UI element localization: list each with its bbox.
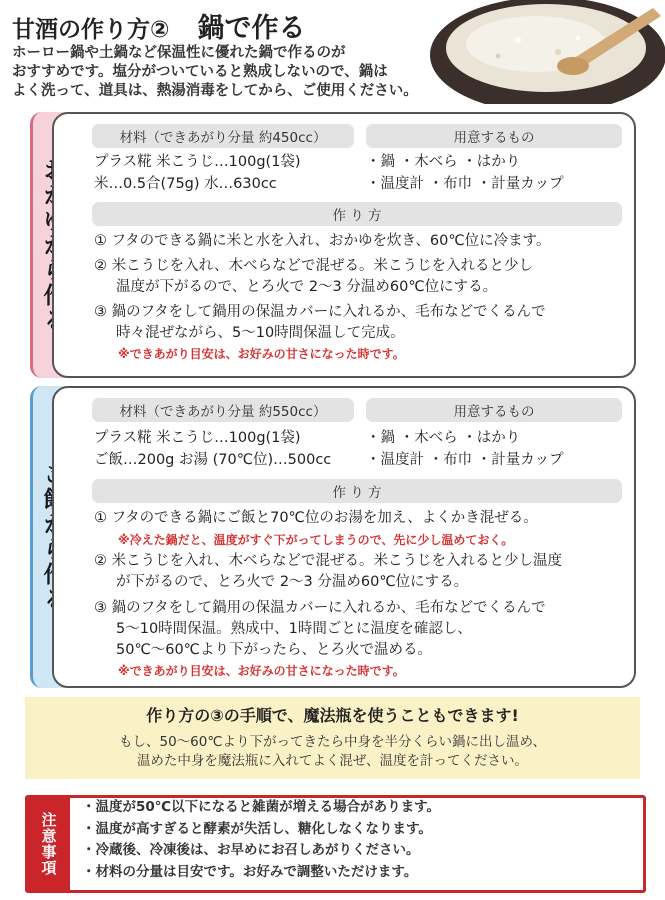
intro-line: おすすめです。塩分がついていると熟成しないので、鍋は: [12, 64, 388, 80]
note: ※できあがり目安は、お好みの甘さになった時です。: [118, 347, 405, 361]
step-text: 米こうじを入れ、木べらなどで混ぜる。米こうじを入れると少し温度: [111, 553, 562, 569]
tool-line: ・鍋 ・木べら ・はかり: [366, 154, 521, 170]
pot-photo: [418, 0, 665, 104]
materials-list: [94, 151, 301, 195]
intro-line: よく洗って、道具は、熱湯消毒をしてから、ご使用ください。: [12, 83, 418, 99]
tool-line: ・温度計 ・布巾 ・計量カップ: [366, 176, 564, 192]
step-text: 米こうじを入れ、木べらなどで混ぜる。米こうじを入れると少し: [111, 258, 533, 274]
step-number: ③: [94, 304, 107, 320]
step-text: フタのできる鍋に米と水を入れ、おかゆを炊き、60℃位に冷ます。: [111, 233, 551, 249]
step-text: が下がるので、とろ火で 2～3 分温め60℃位にする。: [116, 574, 469, 590]
caution-label-text: 注意事項: [39, 812, 58, 876]
step-number: ①: [94, 510, 107, 526]
material-line: ご飯…200g お湯 (70℃位)…500cc: [94, 452, 332, 468]
note: ※できあがり目安は、お好みの甘さになった時です。: [118, 664, 405, 678]
tip-title: 作り方の③の手順で、魔法瓶を使うこともできます!: [146, 706, 519, 725]
caution-item: ・温度が高すぎると酵素が失活し、糖化しなくなります。: [82, 820, 432, 837]
caution-item: ・材料の分量は目安です。お好みで調整いただけます。: [82, 863, 418, 880]
materials-list: [94, 427, 331, 471]
step-number: ③: [94, 600, 107, 616]
step-2: [94, 256, 629, 298]
caution-item: ・冷蔵後、冷凍後は、お早めにお召しあがりください。: [82, 842, 420, 858]
note: ※冷えた鍋だと、温度がすぐ下がってしまうので、先に少し温めておく。: [118, 533, 514, 547]
tools-list: [366, 427, 564, 471]
step-text: フタのできる鍋にご飯と70℃位のお湯を加え、よくかき混ぜる。: [111, 510, 538, 526]
page-title: [12, 6, 305, 45]
tool-line: ・鍋 ・木べら ・はかり: [366, 430, 521, 446]
material-line: プラス糀 米こうじ…100g(1袋): [94, 430, 301, 446]
intro-text: [12, 44, 422, 101]
caution-item: ・温度が50℃以下になると雑菌が増える場合があります。: [82, 799, 441, 815]
material-line: 米…0.5合(75g) 水…630cc: [94, 176, 277, 192]
step-number: ①: [94, 233, 107, 249]
step-1: [94, 231, 629, 252]
step-3: [94, 302, 629, 344]
tip-line: もし、50～60℃より下がってきたら中身を半分くらい鍋に出し温め、: [119, 734, 546, 750]
step-text: 温度が下がるので、とろ火で 2～3 分温め60℃位にする。: [116, 279, 498, 295]
step-3: [94, 598, 629, 661]
caution-list: [82, 797, 440, 883]
tools-list: [366, 151, 564, 195]
tool-line: ・温度計 ・布巾 ・計量カップ: [366, 452, 564, 468]
tools-header: 用意するもの: [366, 124, 622, 148]
tip-body: [25, 733, 640, 771]
step-text: 50℃～60℃より下がったら、とろ火で温める。: [116, 642, 432, 658]
step-text: 5～10時間保温。熟成中、1時間ごとに温度を確認し、: [116, 621, 472, 637]
method-header: 作 り 方: [92, 479, 622, 503]
step-1: [94, 508, 629, 529]
step-text: 鍋のフタをして鍋用の保温カバーに入れるか、毛布などでくるんで: [111, 304, 546, 320]
material-line: プラス糀 米こうじ…100g(1袋): [94, 154, 301, 170]
tip-line: 温めた中身を魔法瓶に入れてよく混ぜ、温度を計ってください。: [136, 753, 529, 769]
step-text: 時々混ぜながら、5～10時間保温して完成。: [116, 325, 405, 341]
intro-line: ホーロー鍋や土鍋など保温性に優れた鍋で作るのが: [12, 45, 346, 61]
materials-header: 材料（できあがり分量 約550cc）: [92, 398, 354, 422]
caution-label: [28, 798, 70, 890]
title-main: 鍋で作る: [197, 13, 306, 44]
step-number: ②: [94, 258, 107, 274]
step-text: 鍋のフタをして鍋用の保温カバーに入れるか、毛布などでくるんで: [111, 600, 546, 616]
step-number: ②: [94, 553, 107, 569]
title-prefix: 甘酒の作り方②: [12, 17, 170, 43]
tools-header: 用意するもの: [366, 398, 622, 422]
step-2: [94, 551, 629, 593]
materials-header: 材料（できあがり分量 約450cc）: [92, 124, 354, 148]
method-header: 作 り 方: [92, 202, 622, 226]
